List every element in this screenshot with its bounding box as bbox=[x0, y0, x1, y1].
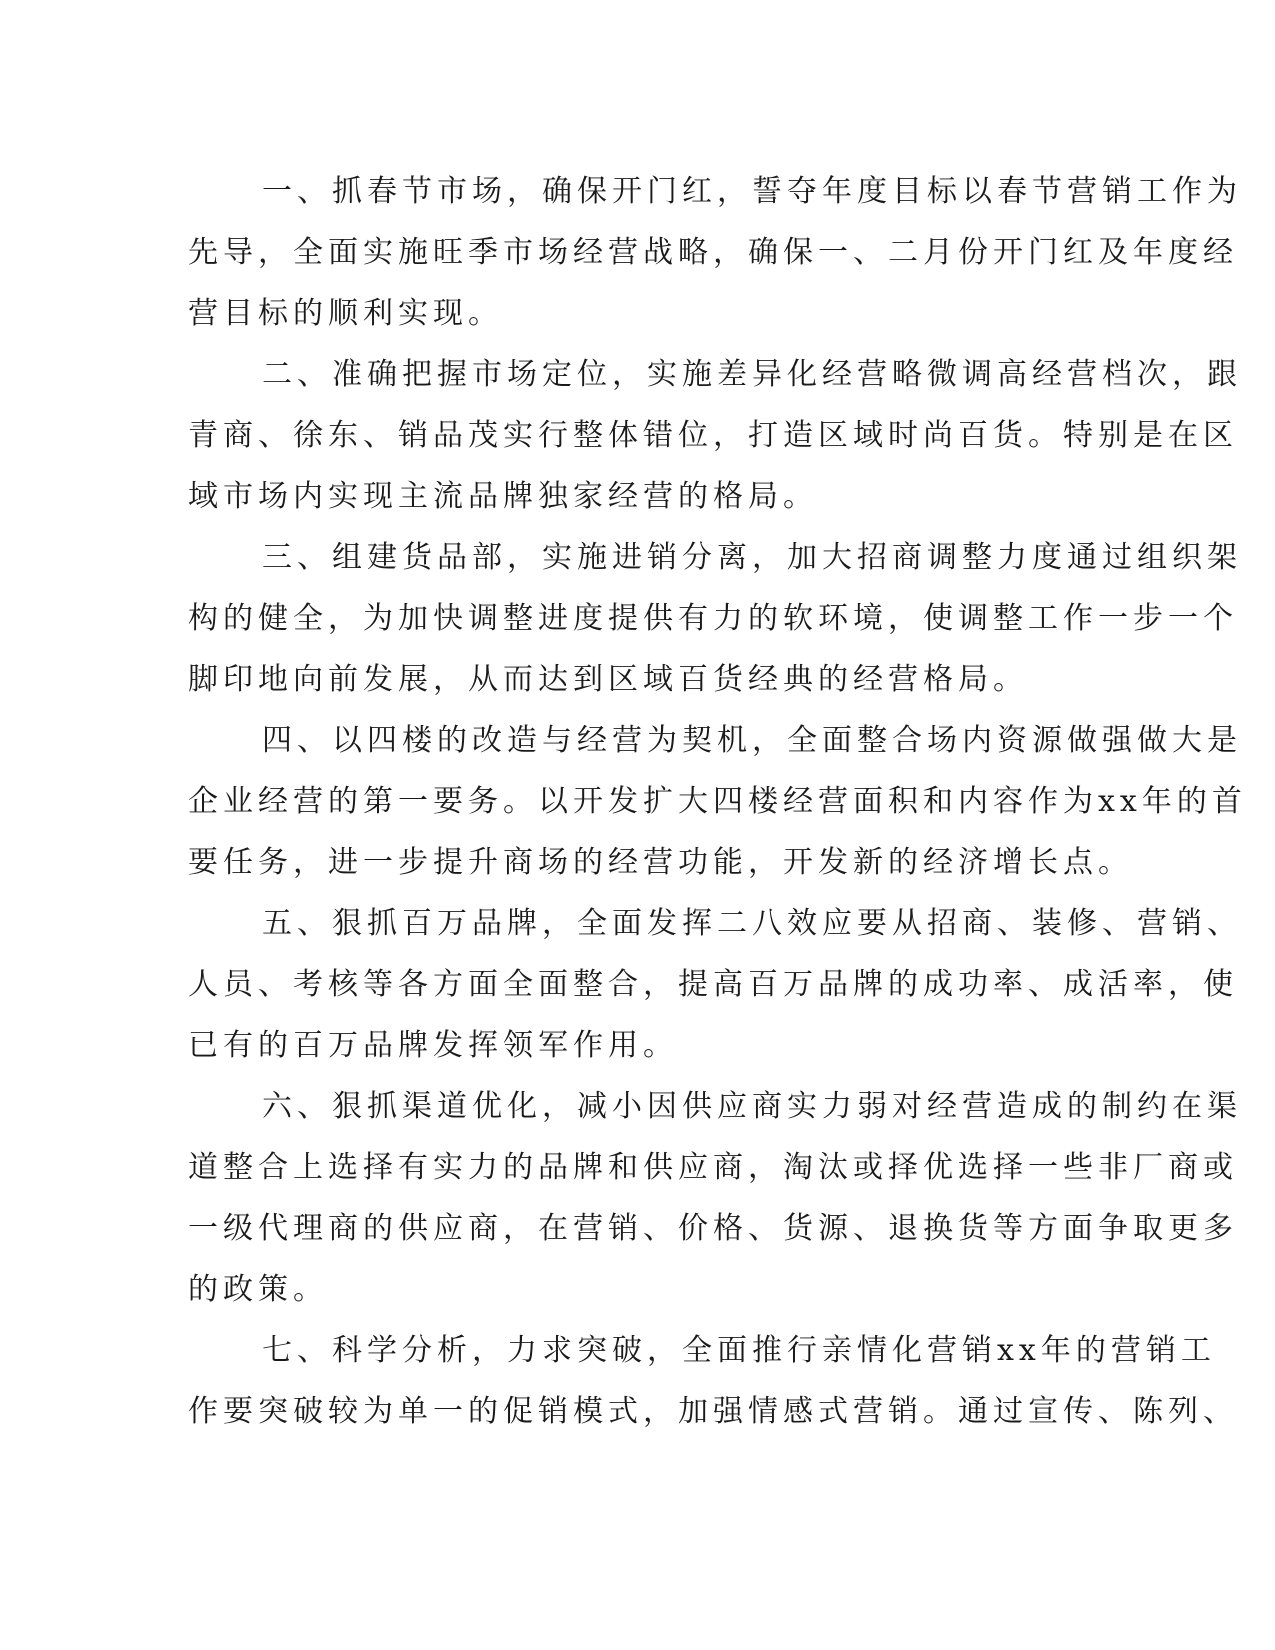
paragraph-5 bbox=[188, 893, 1242, 1076]
paragraph-line: 先导，全面实施旺季市场经营战略，确保一、二月份开门红及年度经 bbox=[188, 235, 1238, 270]
paragraph-2 bbox=[188, 344, 1242, 527]
paragraph-line: 四、以四楼的改造与经营为契机，全面整合场内资源做强做大是 bbox=[262, 723, 1242, 758]
paragraph-line: 五、狠抓百万品牌，全面发挥二八效应要从招商、装修、营销、 bbox=[262, 906, 1242, 941]
paragraph-line: 构的健全，为加快调整进度提供有力的软环境，使调整工作一步一个 bbox=[188, 601, 1238, 636]
paragraph-line: 的政策。 bbox=[188, 1272, 328, 1307]
paragraph-line: 要任务，进一步提升商场的经营功能，开发新的经济增长点。 bbox=[188, 845, 1133, 880]
paragraph-line: 域市场内实现主流品牌独家经营的格局。 bbox=[188, 479, 818, 514]
paragraph-line: 二、准确把握市场定位，实施差异化经营略微调高经营档次，跟 bbox=[262, 357, 1242, 392]
paragraph-line: 已有的百万品牌发挥领军作用。 bbox=[188, 1028, 678, 1063]
document-body bbox=[188, 161, 1247, 1442]
paragraph-1 bbox=[188, 161, 1242, 344]
paragraph-line: 三、组建货品部，实施进销分离，加大招商调整力度通过组织架 bbox=[262, 540, 1242, 575]
paragraph-3 bbox=[188, 527, 1242, 710]
paragraph-line: 企业经营的第一要务。以开发扩大四楼经营面积和内容作为xx年的首 bbox=[188, 784, 1247, 819]
paragraph-line: 作要突破较为单一的促销模式，加强情感式营销。通过宣传、陈列、 bbox=[188, 1394, 1238, 1429]
paragraph-line: 一级代理商的供应商，在营销、价格、货源、退换货等方面争取更多 bbox=[188, 1211, 1238, 1246]
paragraph-line: 人员、考核等各方面全面整合，提高百万品牌的成功率、成活率，使 bbox=[188, 967, 1238, 1002]
paragraph-line: 道整合上选择有实力的品牌和供应商，淘汰或择优选择一些非厂商或 bbox=[188, 1150, 1238, 1185]
paragraph-line: 脚印地向前发展，从而达到区域百货经典的经营格局。 bbox=[188, 662, 1028, 697]
paragraph-6 bbox=[188, 1076, 1242, 1320]
paragraph-7 bbox=[188, 1320, 1238, 1442]
paragraph-line: 七、科学分析，力求突破，全面推行亲情化营销xx年的营销工 bbox=[262, 1333, 1216, 1368]
paragraph-line: 六、狠抓渠道优化，减小因供应商实力弱对经营造成的制约在渠 bbox=[262, 1089, 1242, 1124]
paragraph-line: 营目标的顺利实现。 bbox=[188, 296, 503, 331]
paragraph-4 bbox=[188, 710, 1247, 893]
paragraph-line: 一、抓春节市场，确保开门红，誓夺年度目标以春节营销工作为 bbox=[262, 174, 1242, 209]
paragraph-line: 青商、徐东、销品茂实行整体错位，打造区域时尚百货。特别是在区 bbox=[188, 418, 1238, 453]
